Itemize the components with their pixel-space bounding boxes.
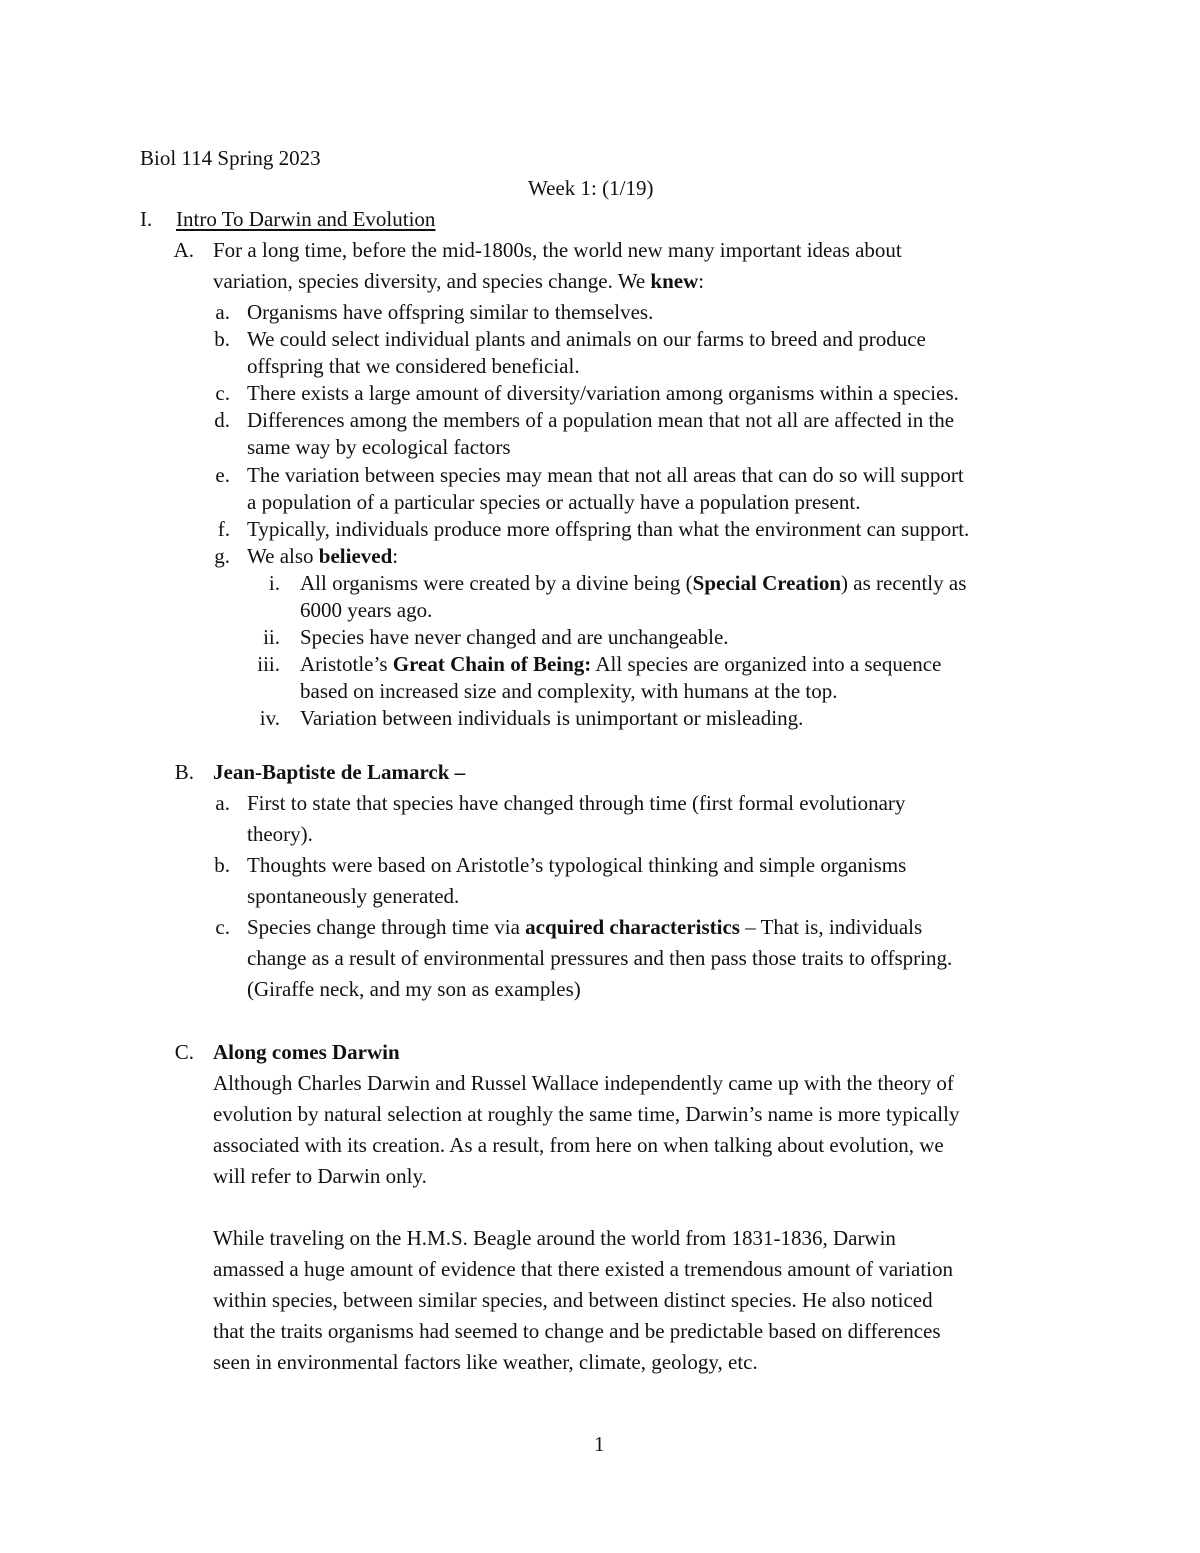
item-B-marker: B.: [174, 760, 194, 784]
item-C-p2-line: While traveling on the H.M.S. Beagle around the world from 1831-1836, Darwin: [213, 1226, 896, 1250]
item-C-p1-line: will refer to Darwin only.: [213, 1164, 427, 1188]
item-A-d-marker: d.: [214, 408, 230, 432]
item-B-b-marker: b.: [214, 853, 230, 877]
item-C-p2-line: amassed a huge amount of evidence that there existed a tremendous amount of variation: [213, 1257, 953, 1281]
item-B-c-text-cont: change as a result of environmental pressures and then pass those traits to offspring.: [247, 946, 953, 970]
item-A-g-iv-marker: iv.: [259, 706, 280, 730]
item-A-g-ii-marker: ii.: [263, 625, 280, 649]
item-C-p2-line: seen in environmental factors like weather, climate, geology, etc.: [213, 1350, 758, 1374]
course-title: Biol 114 Spring 2023: [140, 146, 321, 170]
item-A-e-marker: e.: [215, 463, 230, 487]
item-B-a-text: First to state that species have changed through time (first formal evolutionary: [247, 791, 906, 815]
item-A-g-text: We also believed:: [247, 544, 399, 568]
item-A-g-iii-text: Aristotle’s Great Chain of Being: All species are organized into a sequence: [300, 652, 942, 676]
section-I-marker: I.: [140, 207, 153, 231]
item-B-a-marker: a.: [215, 791, 230, 815]
item-A-e-text-cont: a population of a particular species or actually have a population present.: [247, 490, 861, 514]
item-A-g-iii-marker: iii.: [257, 652, 280, 676]
item-A-f-marker: f.: [217, 517, 230, 541]
item-A-f-text: Typically, individuals produce more offspring than what the environment can support.: [247, 517, 970, 541]
item-A-e-text: The variation between species may mean that not all areas that can do so will support: [247, 463, 964, 487]
item-A-b-marker: b.: [214, 327, 230, 351]
item-A-g-i-text: All organisms were created by a divine being (Special Creation) as recently as: [300, 571, 967, 595]
item-A-line2: variation, species diversity, and species change. We knew:: [213, 269, 705, 293]
item-A-d-text: Differences among the members of a population mean that not all are affected in the: [247, 408, 955, 432]
item-C-p2-line: that the traits organisms had seemed to change and be predictable based on differences: [213, 1319, 941, 1343]
item-C-p2-line: within species, between similar species, and between distinct species. He also noticed: [213, 1288, 933, 1312]
item-A-g-iii-text-cont: based on increased size and complexity, with humans at the top.: [300, 679, 838, 703]
item-A-g-marker: g.: [214, 544, 230, 568]
item-B-title: Jean-Baptiste de Lamarck –: [213, 760, 466, 784]
item-B-b-text: Thoughts were based on Aristotle’s typological thinking and simple organisms: [247, 853, 907, 877]
week-heading: Week 1: (1/19): [528, 176, 654, 200]
item-A-g-ii-text: Species have never changed and are unchangeable.: [300, 625, 729, 649]
item-B-c-text-cont2: (Giraffe neck, and my son as examples): [247, 977, 581, 1001]
item-B-c-marker: c.: [215, 915, 230, 939]
item-C-p1-line: evolution by natural selection at roughly the same time, Darwin’s name is more typically: [213, 1102, 960, 1126]
page-number: 1: [594, 1432, 605, 1456]
item-A-b-text-cont: offspring that we considered beneficial.: [247, 354, 580, 378]
item-A-g-iv-text: Variation between individuals is unimportant or misleading.: [300, 706, 804, 730]
section-I-title: Intro To Darwin and Evolution: [176, 207, 436, 231]
item-C-p1-line: associated with its creation. As a result, from here on when talking about evolution, we: [213, 1133, 944, 1157]
item-B-c-text: Species change through time via acquired characteristics – That is, individuals: [247, 915, 923, 939]
item-A-a-marker: a.: [215, 300, 230, 324]
item-A-g-i-marker: i.: [268, 571, 280, 595]
item-B-b-text-cont: spontaneously generated.: [247, 884, 460, 908]
item-A-line1: For a long time, before the mid-1800s, the world new many important ideas about: [213, 238, 902, 262]
item-B-a-text-cont: theory).: [247, 822, 313, 846]
item-C-title: Along comes Darwin: [213, 1040, 400, 1064]
item-A-marker: A.: [173, 238, 194, 262]
item-A-b-text: We could select individual plants and animals on our farms to breed and produce: [247, 327, 926, 351]
item-A-d-text-cont: same way by ecological factors: [247, 435, 511, 459]
item-A-c-text: There exists a large amount of diversity/variation among organisms within a species.: [247, 381, 959, 405]
item-A-c-marker: c.: [215, 381, 230, 405]
item-C-marker: C.: [174, 1040, 194, 1064]
item-A-a-text: Organisms have offspring similar to themselves.: [247, 300, 654, 324]
item-C-p1-line: Although Charles Darwin and Russel Wallace independently came up with the theory of: [213, 1071, 954, 1095]
item-A-g-i-text-cont: 6000 years ago.: [300, 598, 433, 622]
